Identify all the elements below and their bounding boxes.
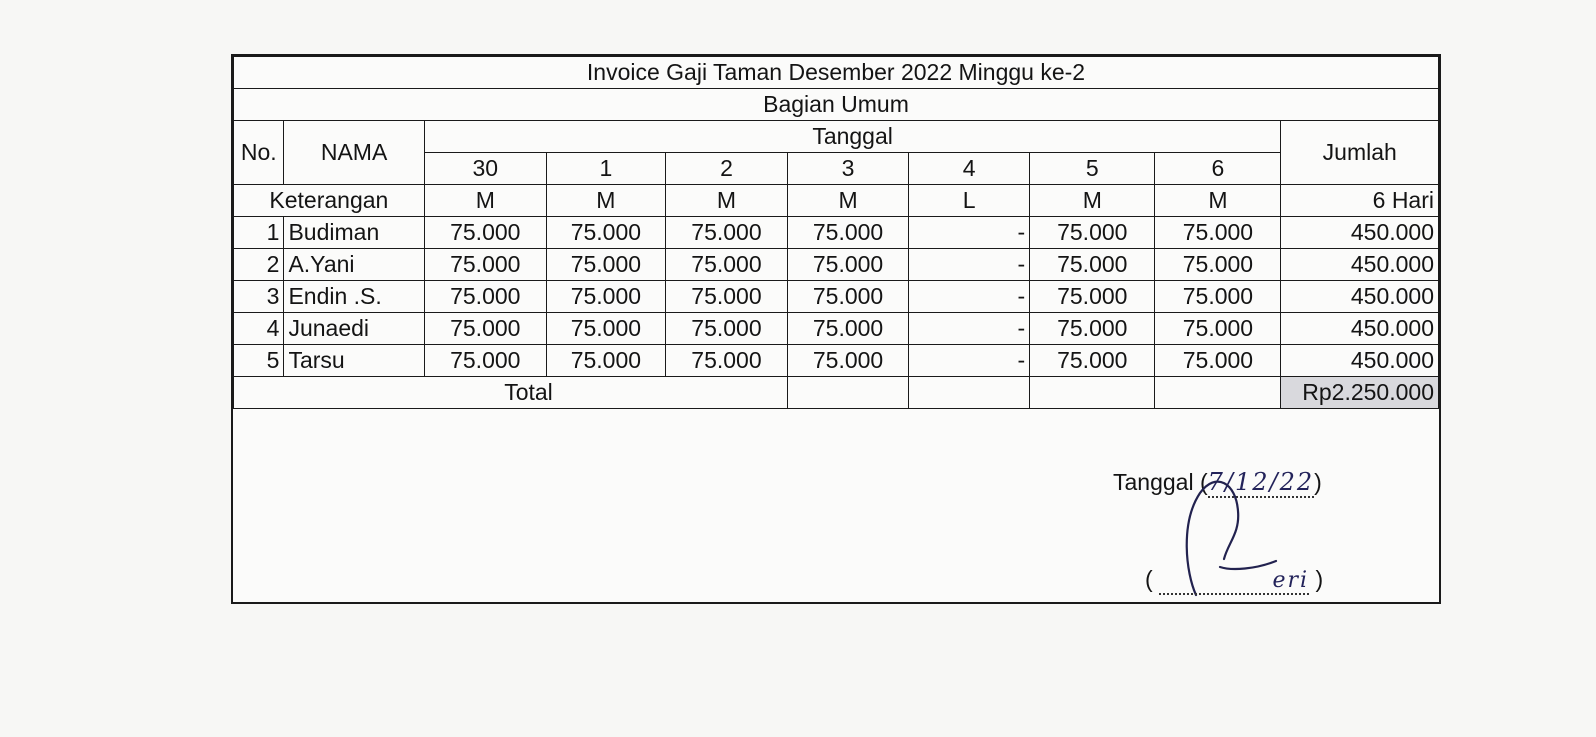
status-code-cell: M	[788, 185, 909, 217]
wage-cell: 75.000	[1155, 313, 1281, 345]
table-row	[234, 313, 1439, 345]
date-cell: 3	[788, 153, 909, 185]
signature-name: eri	[1272, 568, 1310, 593]
wage-cell: 75.000	[424, 217, 546, 249]
wage-cell: 75.000	[424, 313, 546, 345]
table-row	[234, 345, 1439, 377]
empty-cell	[1155, 377, 1281, 409]
wage-cell: 75.000	[1155, 281, 1281, 313]
wage-cell: 75.000	[788, 313, 909, 345]
wage-cell: -	[909, 313, 1030, 345]
empty-cell	[1030, 377, 1155, 409]
signature-paren-close: )	[1315, 566, 1324, 592]
row-total: 450.000	[1281, 345, 1439, 377]
wage-cell: 75.000	[665, 217, 787, 249]
employee-name: A.Yani	[284, 249, 424, 281]
status-code-cell: M	[546, 185, 665, 217]
wage-cell: 75.000	[1030, 249, 1155, 281]
wage-cell: 75.000	[1030, 313, 1155, 345]
date-cell: 2	[665, 153, 787, 185]
row-number: 2	[234, 249, 284, 281]
status-code-cell: M	[424, 185, 546, 217]
wage-cell: 75.000	[665, 313, 787, 345]
header-no: No.	[234, 121, 284, 185]
empty-cell	[788, 377, 909, 409]
total-label: Total	[234, 377, 788, 409]
date-cell: 6	[1155, 153, 1281, 185]
employee-name: Tarsu	[284, 345, 424, 377]
wage-cell: 75.000	[546, 217, 665, 249]
signature-line	[1145, 566, 1323, 595]
wage-cell: 75.000	[1030, 281, 1155, 313]
invoice-title: Invoice Gaji Taman Desember 2022 Minggu ke-2	[234, 57, 1439, 89]
status-code-cell: M	[665, 185, 787, 217]
employee-name: Endin .S.	[284, 281, 424, 313]
days-total-cell: 6 Hari	[1281, 185, 1439, 217]
date-cell: 1	[546, 153, 665, 185]
status-code-cell: M	[1030, 185, 1155, 217]
row-total: 450.000	[1281, 217, 1439, 249]
handwritten-date: 7/12/22	[1207, 468, 1315, 496]
wage-cell: 75.000	[665, 249, 787, 281]
header-nama: NAMA	[284, 121, 424, 185]
table-row	[234, 249, 1439, 281]
wage-cell: 75.000	[1030, 217, 1155, 249]
row-number: 1	[234, 217, 284, 249]
table-row	[234, 281, 1439, 313]
wage-cell: 75.000	[546, 249, 665, 281]
wage-cell: 75.000	[1155, 345, 1281, 377]
row-total: 450.000	[1281, 281, 1439, 313]
date-cell: 30	[424, 153, 546, 185]
total-row	[234, 377, 1439, 409]
wage-cell: 75.000	[424, 249, 546, 281]
signature-area	[233, 438, 1439, 602]
header-keterangan: Keterangan	[234, 185, 425, 217]
empty-cell	[909, 377, 1030, 409]
wage-cell: 75.000	[788, 249, 909, 281]
date-label: Tanggal	[1113, 469, 1194, 495]
wage-cell: 75.000	[788, 345, 909, 377]
wage-cell: 75.000	[546, 345, 665, 377]
table-row	[234, 217, 1439, 249]
signature-blank	[1159, 566, 1309, 595]
keterangan-row	[234, 185, 1439, 217]
signature-paren-open: (	[1145, 566, 1153, 592]
date-cell: 5	[1030, 153, 1155, 185]
row-number: 5	[234, 345, 284, 377]
invoice-subtitle: Bagian Umum	[234, 89, 1439, 121]
wage-cell: 75.000	[424, 281, 546, 313]
wage-cell: 75.000	[546, 313, 665, 345]
invoice-table	[233, 56, 1439, 409]
grand-total: Rp2.250.000	[1281, 377, 1439, 409]
employee-name: Budiman	[284, 217, 424, 249]
wage-cell: 75.000	[1030, 345, 1155, 377]
wage-cell: 75.000	[1155, 217, 1281, 249]
date-paren-open: (	[1199, 469, 1208, 495]
wage-cell: -	[909, 217, 1030, 249]
row-number: 4	[234, 313, 284, 345]
header-jumlah: Jumlah	[1281, 121, 1439, 185]
wage-cell: 75.000	[665, 345, 787, 377]
wage-cell: 75.000	[665, 281, 787, 313]
row-total: 450.000	[1281, 313, 1439, 345]
status-code-cell: L	[909, 185, 1030, 217]
row-number: 3	[234, 281, 284, 313]
wage-cell: 75.000	[788, 281, 909, 313]
wage-cell: 75.000	[1155, 249, 1281, 281]
employee-name: Junaedi	[284, 313, 424, 345]
invoice-sheet	[231, 54, 1441, 604]
wage-cell: 75.000	[788, 217, 909, 249]
status-code-cell: M	[1155, 185, 1281, 217]
wage-cell: -	[909, 249, 1030, 281]
wage-cell: 75.000	[424, 345, 546, 377]
row-total: 450.000	[1281, 249, 1439, 281]
date-cell: 4	[909, 153, 1030, 185]
wage-cell: -	[909, 281, 1030, 313]
wage-cell: -	[909, 345, 1030, 377]
wage-cell: 75.000	[546, 281, 665, 313]
header-tanggal: Tanggal	[424, 121, 1281, 153]
date-paren-close: )	[1314, 469, 1322, 495]
